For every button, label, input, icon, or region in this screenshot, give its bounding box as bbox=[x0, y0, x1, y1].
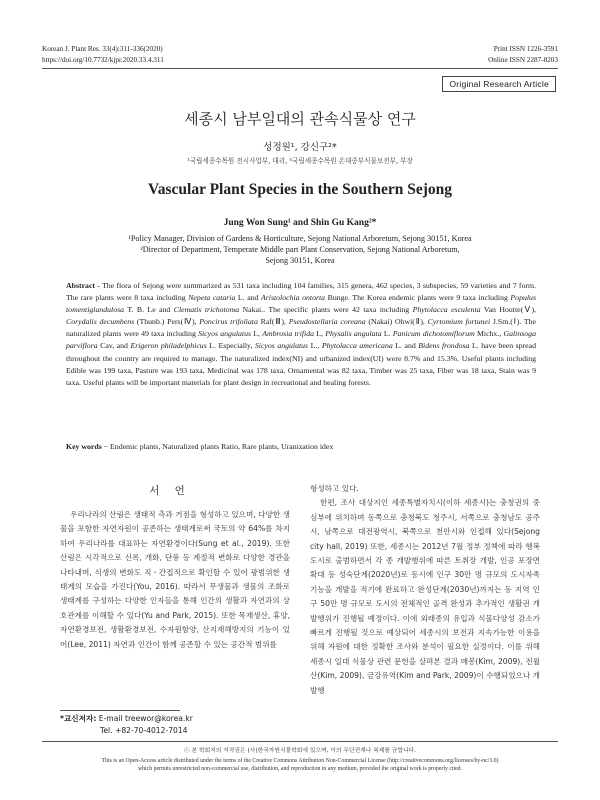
affiliation-line-3: Sejong 30151, Korea bbox=[265, 256, 335, 265]
license-line-2: which permits unrestricted non-commercial use, distribution, and reproduction in any medium, provided the original work is properly cited. bbox=[137, 766, 463, 772]
species-name: Sicyos angulatus bbox=[198, 329, 252, 339]
abstract-text: L. Especially, bbox=[206, 341, 255, 351]
abstract-text: T. B. Le and bbox=[124, 305, 174, 315]
affiliation-korean: ¹국립세종수목원 전시사업부, 대리, ²국립세종수목원 온대중부식물보전부, 부장 bbox=[187, 157, 413, 165]
footer-rule bbox=[42, 741, 558, 742]
correspondence-rule bbox=[60, 710, 180, 711]
journal-header-left bbox=[42, 44, 164, 66]
body-column-right bbox=[310, 482, 540, 698]
correspondence-email[interactable]: E-mail treewor@korea.kr bbox=[96, 714, 193, 723]
affiliation-line-1: ¹Policy Manager, Division of Gardens & Horticulture, Sejong National Arboretum, Sejong 30151, Korea bbox=[128, 234, 472, 243]
species-name: Corydalis decumbens bbox=[66, 317, 135, 327]
doi-link[interactable]: https://doi.org/10.7732/kjpr.2020.33.4.311 bbox=[42, 56, 164, 64]
title-english: Vascular Plant Species in the Southern Sejong bbox=[147, 181, 452, 198]
species-name: Populus tomentiglandulosa bbox=[66, 293, 536, 315]
affiliation-line-2: ²Director of Department, Temperate Middle part Plant Conservation, Sejong National Arboretum, bbox=[140, 245, 460, 254]
species-name: Galinsoga parviflora bbox=[66, 329, 536, 351]
abstract-text: Cav, and bbox=[97, 341, 131, 351]
species-name: Poncirus trifoliata bbox=[199, 317, 258, 327]
species-name: Bidens frondosa bbox=[418, 341, 470, 351]
abstract-text: (Thunb.) Pers(Ⅳ), bbox=[134, 317, 200, 327]
affiliation-english bbox=[0, 233, 600, 266]
species-name: Phytolacca esculenta bbox=[412, 305, 481, 315]
header-rule bbox=[42, 68, 558, 69]
online-issn: Online ISSN 2287-8203 bbox=[488, 56, 558, 64]
correspondence-tel: Tel. +82-70-4012-7014 bbox=[100, 726, 188, 735]
section-title-introduction: 서 언 bbox=[149, 485, 191, 497]
authors-korean: 성정원¹, 강신구²* bbox=[263, 142, 337, 153]
abstract-text: L. and bbox=[235, 293, 261, 303]
authors-english: Jung Won Sung¹ and Shin Gu Kang²* bbox=[223, 218, 377, 228]
abstract-text: L., bbox=[308, 341, 322, 351]
title-korean: 세종시 남부일대의 관속식물상 연구 bbox=[184, 110, 416, 128]
species-name: Clematis trichotoma bbox=[173, 305, 240, 315]
keywords-label: Key words bbox=[66, 442, 102, 451]
paragraph: 한편, 조사 대상지인 세종특별자치시(이하 세종시)는 충청권의 중심부에 위치하며 동쪽으로 충청북도 청주시, 서쪽으로 충청남도 공주시, 남쪽으로 대전광역시, 북쪽으로 천안시와 인접해 있다(Sejong city hall, 2019) 또한, 세종시는 2012년 7월 정부 정책에 따라 행복도시로 출범하면서 각 종 개발행위에 따른 토취장 개발, 인공 포장면 확대 등 성숙단계(2020년)로 동시에 인구 30만 명 규모의 도시자족 기능을 개발을 적기에 완료하고 완성단계(2030년)까지는 동 지역 인구 50만 명 규모로 도시의 전체적인 골격 완성과 추가적인 생활권 개발행위가 진행될 예정이다. 이에 외래종의 유입과 식물다양성 감소가 빠르게 진행될 것으로 예상되어 세종시의 보전과 지속가능한 이용을 위해 자원에 대한 정확한 조사와 분석이 필요한 실정이다. 이를 위해 세종시 일대 식물상 관련 문헌을 살펴본 결과 매봉(Kim, 2009), 전월산(Kim, 2009), 금강유역(Kim and Park, 2009)이 수행되었으나 개발행 bbox=[310, 498, 540, 695]
print-issn: Print ISSN 1226-3591 bbox=[493, 45, 558, 53]
abstract-label: Abstract - bbox=[66, 281, 100, 290]
journal-citation: Korean J. Plant Res. 33(4):311-336(2020) bbox=[42, 45, 163, 53]
abstract-text: Raf(Ⅲ), bbox=[257, 317, 289, 327]
correspondence-label: *교신저자: bbox=[60, 714, 97, 723]
abstract-text: The flora of Sejong were summarized as 531 taxa including 104 families, 315 genera, 462 species, 3 subspecies, 59 varieties and 7 form. The rare plants were 8 taxa including bbox=[66, 281, 536, 303]
journal-header-right bbox=[488, 44, 558, 66]
species-name: Sicyos angulatus bbox=[254, 341, 309, 351]
abstract-text: (Nakai) Ohwi(Ⅱ), bbox=[365, 317, 428, 327]
species-name: Ambrosia trifida bbox=[262, 329, 314, 339]
species-name: Cyrtomium fortunei bbox=[427, 317, 491, 327]
species-name: Panicum dichotomiflorum bbox=[392, 329, 475, 339]
abstract-text: L. have been spread throughout the country are required to manage. The naturalized index(NI) and urbanized index(UI) were 8.7% and 15.3%. Useful plants including Edible was 199 taxa, Pasture was 193 taxa, Medicinal was 178 taxa, Ornamental was 82 taxa, Timber was 25 taxa, Fiber was 18 taxa, Stain was 9 taxa. Useful plants will be important materials for plant design in recreational and healing forests. bbox=[66, 341, 537, 387]
correspondence bbox=[60, 713, 193, 737]
abstract-text: Michx., bbox=[474, 329, 504, 339]
abstract bbox=[66, 280, 536, 389]
abstract-text: L. bbox=[381, 329, 393, 339]
abstract-text: J.Sm.(Ⅰ). The naturalized plants were 49 taxa including bbox=[66, 317, 536, 339]
body-column-left: 우리나라의 산림은 생태적 측과 거점을 형성하고 있으며, 다양한 생물을 포함한 자연자원이 공존하는 생태계로써 국토의 약 64%를 차지하여 우리나라를 대표하는 자연환경이다(Sung et al., 2019). 또한 산림은 시각적으로 신록, 개화, 단풍 등 계절적 변화로 다양한 경관을 나타내며, 식생의 변화도 직ㆍ간접적으로 확인할 수 있어 광범위한 생태계의 모습을 가진다(You, 2016). 따라서 무생물과 생물의 조화로 생태계를 구성하는 다양한 인자들을 통해 인간의 생활과 자연과의 상호관계를 이해할 수 있다(Yu and Park, 2015). 또한 목재생산, 휴양, 자연환경보전, 생활환경보전, 수자원함양, 산지재해방지의 기능이 있어(Lee, 2011) 자연과 인간이 함께 공존할 수 있는 공간적 범위를 bbox=[60, 510, 290, 649]
abstract-text: L. and bbox=[392, 341, 419, 351]
species-name: Aristolochia ontorta bbox=[261, 293, 326, 303]
keywords bbox=[66, 442, 536, 451]
species-name: Physalis angulata bbox=[325, 329, 382, 339]
copyright-notice: ⓒ 본 학회지의 저작권은 (사)한국자원식물학회에 있으며, 이의 무단전재나 복제를 금합니다. bbox=[183, 748, 417, 754]
license-notice bbox=[40, 757, 560, 773]
paragraph-continuation: 형성하고 있다. bbox=[310, 484, 359, 493]
abstract-text: Nakai.. The specific plants were 42 taxa including bbox=[239, 305, 413, 315]
abstract-text: L, bbox=[251, 329, 263, 339]
article-type-badge: Original Research Article bbox=[442, 76, 556, 92]
abstract-text: Bunge. The Korea endemic plants were 9 taxa including bbox=[325, 293, 511, 303]
species-name: Phytolacca americana bbox=[321, 341, 393, 351]
species-name: Erigeron philadelphicus bbox=[130, 341, 207, 351]
abstract-text: L, bbox=[314, 329, 326, 339]
species-name: Nepeta cataria bbox=[188, 293, 236, 303]
abstract-text: Van Houtte(Ⅴ), bbox=[480, 305, 536, 315]
keywords-text: − Endemic plants, Naturalized plants Ratio, Rare plants, Uranization idex bbox=[101, 442, 334, 451]
license-line-1: This is an Open-Access article distributed under the terms of the Creative Commons Attribution Non-Commercial License (http://creativecommons.org/licenses/by-nc/3.0) bbox=[101, 758, 499, 764]
species-name: Pseudostellaria coreana bbox=[288, 317, 366, 327]
